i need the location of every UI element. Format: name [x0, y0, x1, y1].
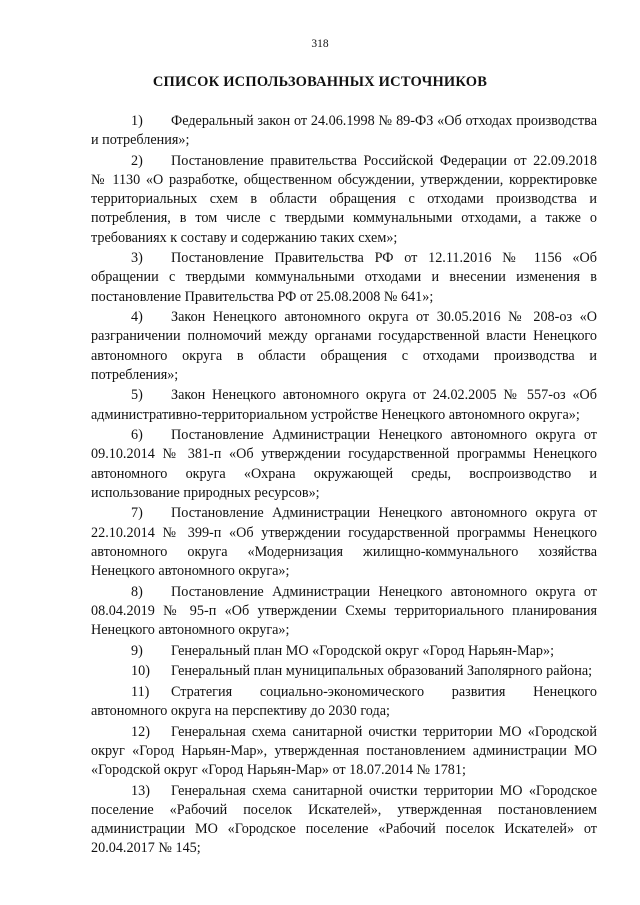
- source-number: 13): [131, 782, 150, 799]
- source-text: Постановление Администрации Ненецкого автономного округа от 08.04.2019 № 95-п «Об утверждении Схемы территориального планирования Ненецкого автономного округа»;: [91, 583, 597, 639]
- source-number: 2): [131, 152, 143, 169]
- sources-list: [91, 112, 597, 860]
- page-number: 318: [311, 38, 329, 50]
- source-item: [91, 782, 597, 859]
- source-text: Генеральная схема санитарной очистки территории МО «Городской округ «Город Нарьян-Мар», утвержденная постановлением администрации МО «Городской округ «Город Нарьян-Мар» от 18.07.2014 № 1781;: [91, 723, 597, 778]
- source-text: Закон Ненецкого автономного округа от 30.05.2016 № 208-оз «О разграничении полномочий между органами государственной власти Ненецкого автономного округа в области обращения с отходами производства и потребления»;: [91, 309, 597, 383]
- source-text: Стратегия социально-экономического развития Ненецкого автономного округа на перспективу до 2030 года;: [91, 683, 597, 719]
- source-number: 9): [131, 642, 143, 659]
- source-number: 11): [131, 683, 150, 700]
- source-text: Постановление Администрации Ненецкого автономного округа от 22.10.2014 № 399-п «Об утверждении государственной программы Ненецкого автономного округа «Модернизация жилищно-коммунального хозяйства Ненецкого автономного округа»;: [91, 505, 597, 580]
- source-item: [91, 504, 597, 581]
- source-number: 3): [131, 250, 143, 267]
- source-number: 12): [131, 723, 150, 740]
- source-item: [91, 112, 597, 150]
- source-number: 1): [131, 113, 143, 129]
- source-item: [91, 723, 597, 781]
- source-number: 5): [131, 387, 143, 404]
- source-item: [91, 583, 597, 641]
- source-text: Закон Ненецкого автономного округа от 24.02.2005 № 557-оз «Об административно-территориальном устройстве Ненецкого автономного округа»;: [91, 387, 597, 423]
- page-title: СПИСОК ИСПОЛЬЗОВАННЫХ ИСТОЧНИКОВ: [152, 74, 488, 90]
- source-text: Постановление Правительства РФ от 12.11.2016 № 1156 «Об обращении с твердыми коммунальными отходами и внесении изменения в постановление Правительства РФ от 25.08.2008 № 641»;: [91, 250, 597, 305]
- source-item: [91, 642, 597, 661]
- source-text: Генеральный план МО «Городской округ «Город Нарьян-Мар»;: [171, 642, 555, 659]
- source-item: [91, 249, 597, 307]
- source-number: 7): [131, 505, 143, 522]
- source-item: [91, 308, 597, 385]
- source-item: [91, 152, 597, 248]
- source-item: [91, 386, 597, 424]
- source-item: [91, 683, 597, 721]
- source-text: Постановление Администрации Ненецкого автономного округа от 09.10.2014 № 381-п «Об утверждении государственной программы Ненецкого автономного округа «Охрана окружающей среды, воспроизводство и использование природных ресурсов»;: [91, 427, 597, 501]
- source-item: [91, 426, 597, 503]
- source-number: 6): [131, 427, 143, 444]
- source-item: [91, 662, 597, 681]
- source-text: Генеральная схема санитарной очистки территории МО «Городское поселение «Рабочий поселок Искателей», утвержденная постановлением администрации МО «Городское поселение «Рабочий поселок Искателей» от 20.04.2017 № 145;: [91, 782, 597, 857]
- source-number: 4): [131, 309, 143, 326]
- source-text: Постановление правительства Российской Федерации от 22.09.2018 № 1130 «О разработке, общественном обсуждении, утверждении, корректировке территориальных схем в области обращения с отходами производства и потребления, в том числе с твердыми коммунальными отходами, а также о требованиях к составу и содержанию таких схем»;: [91, 152, 597, 246]
- source-number: 10): [131, 663, 150, 680]
- source-text: Федеральный закон от 24.06.1998 № 89-ФЗ «Об отходах производства и потребления»;: [91, 113, 597, 149]
- source-text: Генеральный план муниципальных образований Заполярного района;: [171, 663, 593, 680]
- source-number: 8): [131, 583, 143, 600]
